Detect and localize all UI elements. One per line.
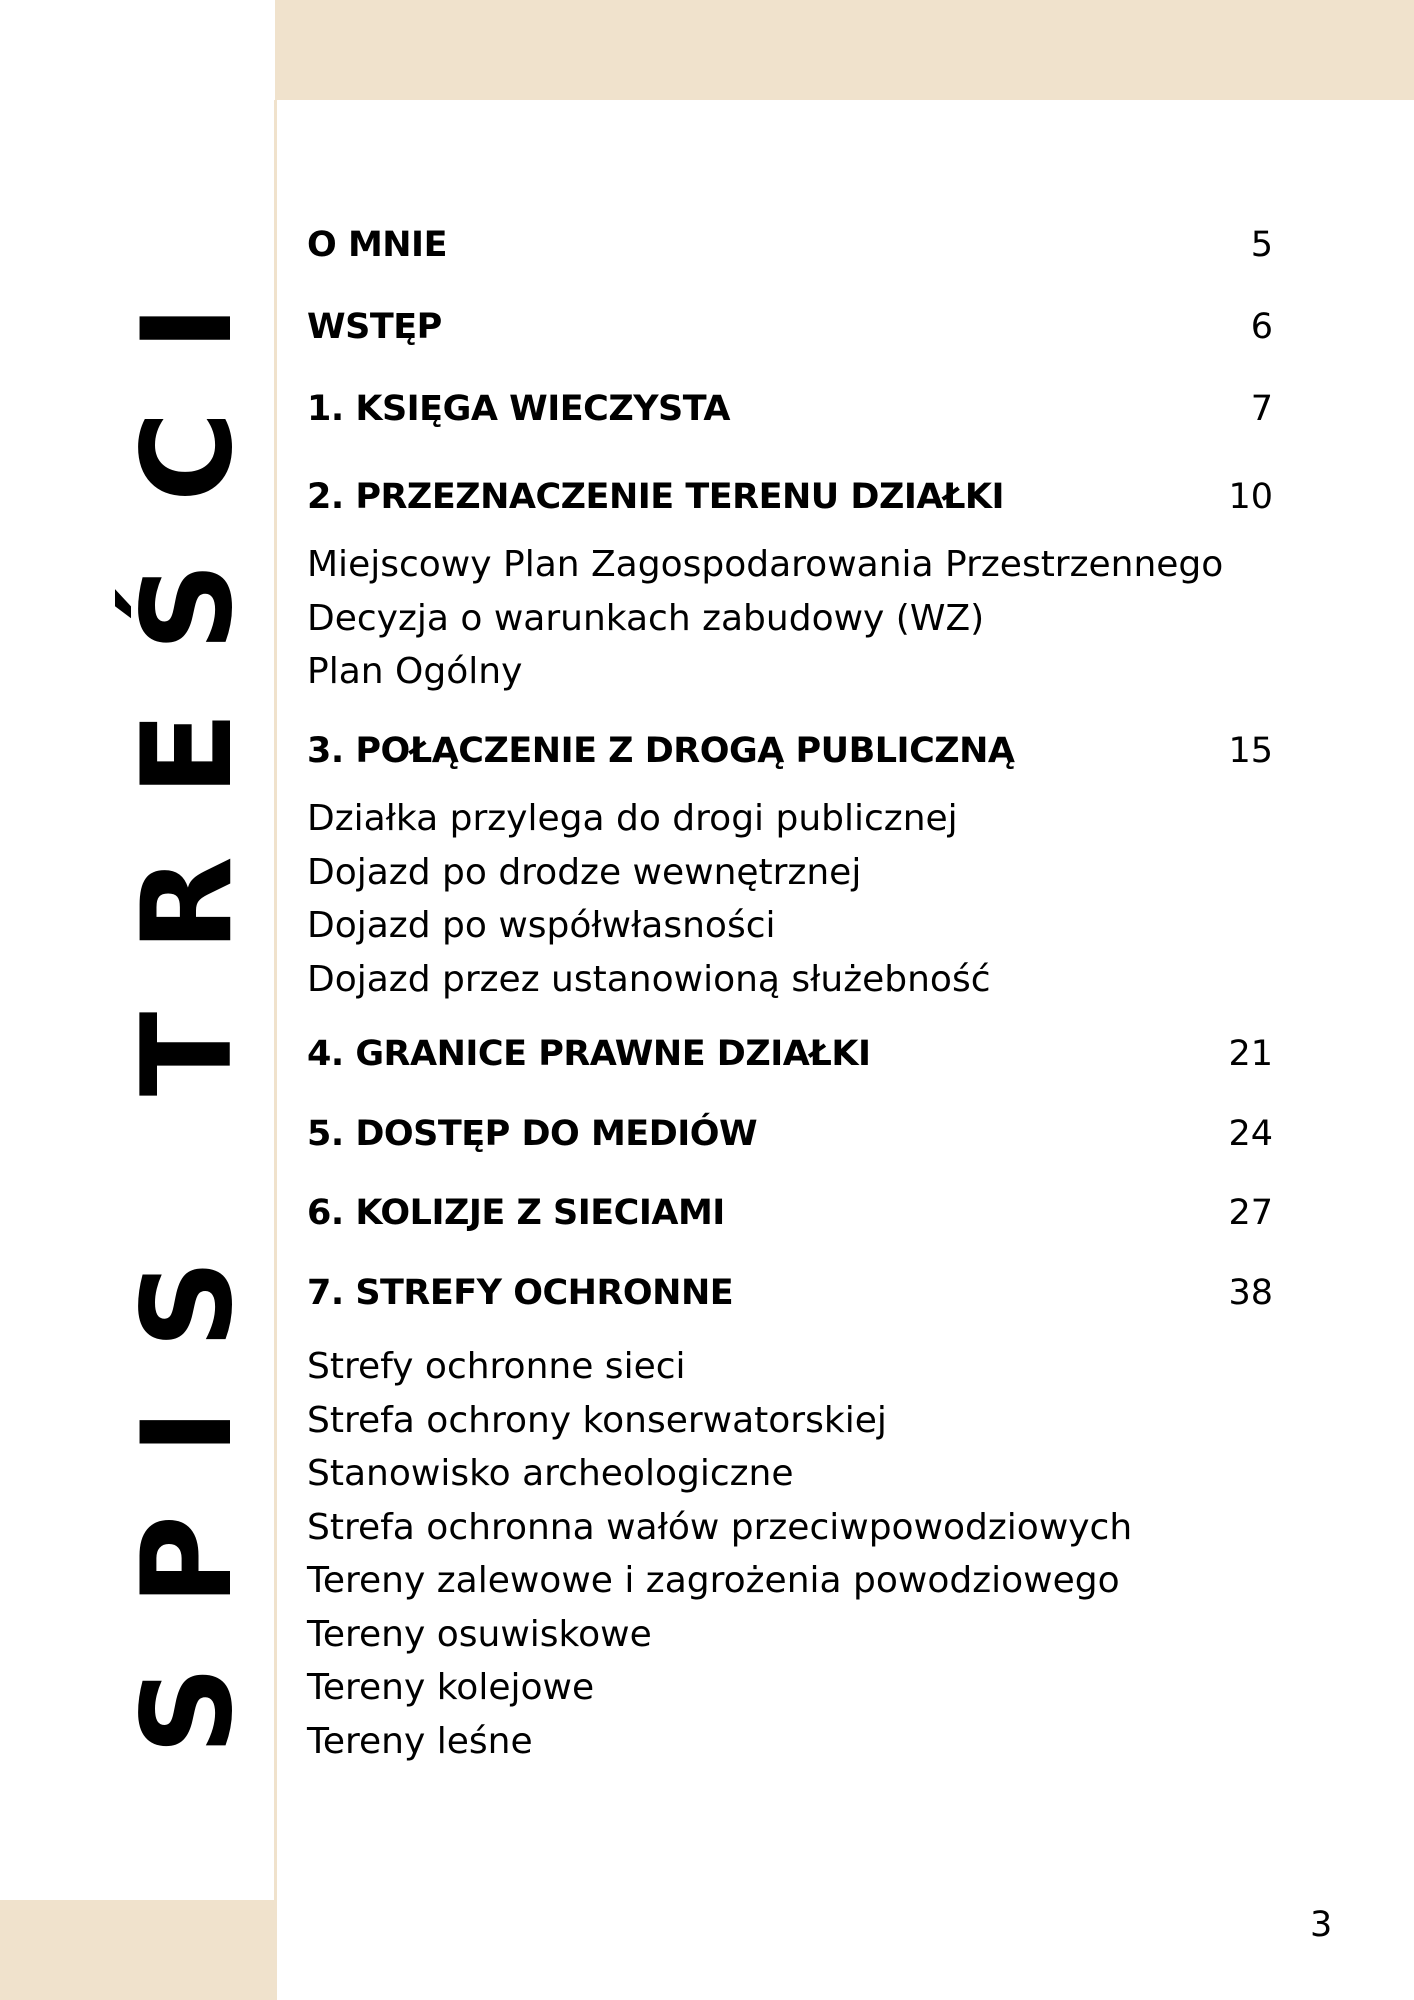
- toc-subsection[interactable]: Decyzja o warunkach zabudowy (WZ): [307, 597, 985, 639]
- page-title: SPIS TREŚCI: [116, 244, 260, 1756]
- toc-entry-wstep[interactable]: [307, 307, 1273, 347]
- toc-page-number: 6: [1250, 307, 1273, 347]
- toc-entry-3[interactable]: [307, 731, 1273, 771]
- toc-page-number: 10: [1228, 477, 1273, 517]
- side-divider-line: [274, 100, 277, 2000]
- toc-page-number: 24: [1228, 1114, 1273, 1154]
- toc-subsection[interactable]: Strefa ochronna wałów przeciwpowodziowych: [307, 1506, 1133, 1548]
- toc-subsection-list-3: [307, 792, 991, 1006]
- bottom-accent-band: [0, 1900, 275, 2000]
- toc-subsection[interactable]: Tereny osuwiskowe: [307, 1613, 652, 1655]
- toc-heading: 1. KSIĘGA WIECZYSTA: [307, 389, 730, 429]
- toc-subsection[interactable]: Stanowisko archeologiczne: [307, 1453, 794, 1494]
- toc-subsection[interactable]: Plan Ogólny: [307, 651, 523, 692]
- toc-subsection[interactable]: Dojazd przez ustanowioną służebność: [307, 958, 991, 1000]
- toc-entry-7[interactable]: [307, 1273, 1273, 1313]
- toc-entry-5[interactable]: [307, 1114, 1273, 1154]
- toc-page-number: 15: [1228, 731, 1273, 771]
- toc-entry-o-mnie[interactable]: [307, 225, 1273, 265]
- toc-heading: 2. PRZEZNACZENIE TERENU DZIAŁKI: [307, 477, 1005, 517]
- toc-subsection[interactable]: Tereny leśne: [307, 1720, 533, 1762]
- toc-subsection[interactable]: Tereny kolejowe: [307, 1667, 595, 1708]
- toc-entry-4[interactable]: [307, 1034, 1273, 1074]
- toc-subsection[interactable]: Miejscowy Plan Zagospodarowania Przestrzennego: [307, 544, 1224, 585]
- top-accent-band: [275, 0, 1414, 100]
- toc-subsection[interactable]: Działka przylega do drogi publicznej: [307, 798, 958, 839]
- toc-heading: 7. STREFY OCHRONNE: [307, 1273, 734, 1313]
- toc-heading: 4. GRANICE PRAWNE DZIAŁKI: [307, 1034, 871, 1074]
- toc-subsection-list-7: [307, 1340, 1132, 1768]
- toc-subsection-list-2: [307, 538, 1223, 699]
- page-number: 3: [1310, 1905, 1333, 1945]
- toc-page-number: 7: [1250, 389, 1273, 429]
- toc-subsection[interactable]: Dojazd po współwłasności: [307, 905, 776, 946]
- toc-subsection[interactable]: Strefa ochrony konserwatorskiej: [307, 1399, 887, 1441]
- toc-page-number: 5: [1250, 225, 1273, 265]
- toc-entry-6[interactable]: [307, 1193, 1273, 1233]
- toc-subsection[interactable]: Strefy ochronne sieci: [307, 1346, 686, 1387]
- toc-entry-1[interactable]: [307, 389, 1273, 429]
- toc-subsection[interactable]: Tereny zalewowe i zagrożenia powodziowego: [307, 1560, 1120, 1601]
- toc-entry-2[interactable]: [307, 477, 1273, 517]
- toc-page-number: 27: [1228, 1193, 1273, 1233]
- toc-page-number: 21: [1228, 1034, 1273, 1074]
- toc-heading: WSTĘP: [307, 307, 442, 347]
- toc-heading: 6. KOLIZJE Z SIECIAMI: [307, 1193, 725, 1233]
- toc-page-number: 38: [1228, 1273, 1273, 1313]
- toc-heading: 5. DOSTĘP DO MEDIÓW: [307, 1114, 758, 1154]
- toc-heading: O MNIE: [307, 225, 447, 265]
- toc-heading: 3. POŁĄCZENIE Z DROGĄ PUBLICZNĄ: [307, 731, 1015, 771]
- toc-subsection[interactable]: Dojazd po drodze wewnętrznej: [307, 851, 862, 893]
